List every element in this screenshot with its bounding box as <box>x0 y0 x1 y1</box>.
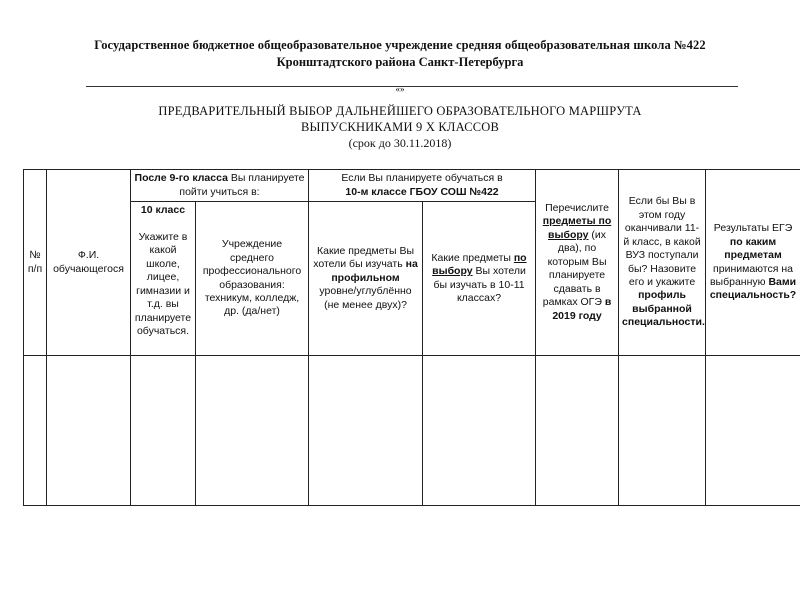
header-ege-results: Результаты ЕГЭ по каким предметам принимаются на выбранную Вами специальность? <box>706 170 800 356</box>
cell-profile-subjects[interactable] <box>309 356 423 506</box>
header-student-name: Ф.И. обучающегося <box>47 170 131 356</box>
cell-university-choice[interactable] <box>619 356 706 506</box>
header-mark: «» <box>395 84 405 94</box>
cell-student-name[interactable] <box>47 356 131 506</box>
deadline-note: (срок до 30.11.2018) <box>348 136 452 150</box>
document-title-line1: ПРЕДВАРИТЕЛЬНЫЙ ВЫБОР ДАЛЬНЕЙШЕГО ОБРАЗОВАТЕЛЬНОГО МАРШРУТА <box>158 104 642 118</box>
header-10th-grade: 10 класс Укажите в какой школе, лицее, гимназии и т.д. вы планируете обучаться. <box>131 202 196 356</box>
header-profile-subjects: Какие предметы Вы хотели бы изучать на профильном уровне/углублённо (не менее двух)? <box>309 202 423 356</box>
document-title-line2: ВЫПУСКНИКАМИ 9 Х КЛАССОВ <box>300 120 500 134</box>
cell-number[interactable] <box>24 356 47 506</box>
cell-10th-grade[interactable] <box>131 356 196 506</box>
header-vocational-school: Учреждение среднего профессионального образования: техникум, колледж, др. (да/нет) <box>196 202 309 356</box>
header-if-school-422: Если Вы планируете обучаться в 10-м классе ГБОУ СОШ №422 <box>309 170 536 202</box>
header-university-choice: Если бы Вы в этом году оканчивали 11-й класс, в какой ВУЗ поступали бы? Назовите его и укажите профиль выбранной специальности. <box>619 170 706 356</box>
cell-vocational-school[interactable] <box>196 356 309 506</box>
survey-table <box>23 169 800 506</box>
header-elective-subjects: Какие предметы по выбору Вы хотели бы изучать в 10-11 классах? <box>423 202 536 356</box>
school-name-line2: Кронштадтского района Санкт-Петербурга <box>276 55 524 69</box>
cell-elective-subjects[interactable] <box>423 356 536 506</box>
school-name-line1: Государственное бюджетное общеобразовательное учреждение средняя общеобразовательная школа №422 <box>94 38 706 52</box>
header-number: № п/п <box>24 170 47 356</box>
cell-oge-subjects[interactable] <box>536 356 619 506</box>
table-row <box>24 356 800 506</box>
header-after-9th-grade: После 9-го класса Вы планируете пойти учиться в: <box>131 170 309 202</box>
cell-ege-results[interactable] <box>706 356 800 506</box>
header-oge-subjects: Перечислите предметы по выбору (их два), по которым Вы планируете сдавать в рамках ОГЭ в 2019 году <box>536 170 619 356</box>
